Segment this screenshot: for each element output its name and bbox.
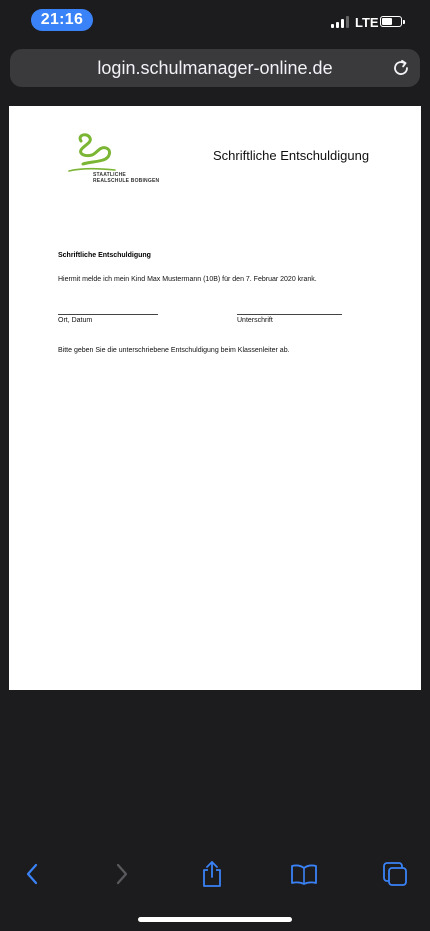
signal-strength-icon [331,16,351,28]
battery-fill [382,18,392,25]
document-header-title: Schriftliche Entschuldigung [213,148,370,163]
document-subject: Schriftliche Entschuldigung [58,252,151,259]
status-time[interactable]: 21:16 [31,9,93,31]
browser-toolbar [0,845,430,931]
reload-icon[interactable] [391,58,411,78]
status-bar [0,0,430,40]
share-button[interactable] [197,859,227,889]
place-date-line [58,314,158,315]
logo-line-1: STAATLICHE [93,172,126,178]
signature-line [237,314,342,315]
battery-icon [380,16,402,27]
url-text[interactable]: login.schulmanager-online.de [97,58,333,78]
document-instruction: Bitte geben Sie die unterschriebene Entschuldigung beim Klassenleiter ab. [58,347,290,354]
place-date-label: Ort, Datum [58,317,93,324]
document-body: Hiermit melde ich mein Kind Max Mustermann (10B) für den 7. Februar 2020 krank. [58,276,317,283]
signature-label: Unterschrift [237,317,273,324]
back-icon [25,863,39,885]
logo-line-2: REALSCHULE BOBINGEN [93,178,160,184]
bookmarks-icon [290,863,318,885]
tabs-button[interactable] [380,859,410,889]
network-type: LTE [355,15,379,30]
home-indicator [138,917,292,922]
logo-text [93,172,159,184]
document-page [9,106,421,690]
forward-button[interactable] [107,859,137,889]
forward-icon [115,863,129,885]
share-icon [200,860,224,888]
tabs-icon [382,861,408,887]
back-button[interactable] [17,859,47,889]
address-bar[interactable] [10,49,420,87]
bookmarks-button[interactable] [289,859,319,889]
